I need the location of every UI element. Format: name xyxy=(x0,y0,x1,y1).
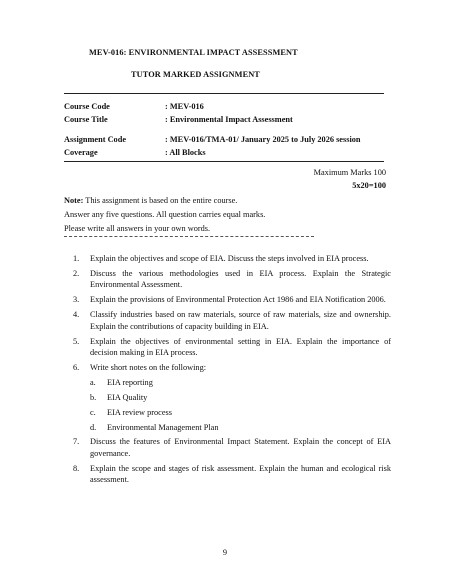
course-code-row xyxy=(64,102,394,114)
short-note-letter: a. xyxy=(90,377,96,387)
question-number: 8. xyxy=(73,463,80,473)
document-subtitle: TUTOR MARKED ASSIGNMENT xyxy=(131,70,260,79)
question-item xyxy=(73,362,391,374)
question-item xyxy=(73,253,391,265)
note-text: This assignment is based on the entire course. xyxy=(83,196,238,205)
question-text: Discuss the features of Environmental Impact Statement. Explain the concept of EIA governance. xyxy=(90,437,391,458)
question-item xyxy=(73,463,391,486)
question-number: 2. xyxy=(73,268,80,278)
short-note-text: EIA review process xyxy=(107,407,172,417)
instruction-line: Answer any five questions. All question carries equal marks. xyxy=(64,210,266,219)
maximum-marks: Maximum Marks 100 xyxy=(313,168,386,177)
question-number: 3. xyxy=(73,295,80,305)
question-item xyxy=(73,436,391,459)
question-text: Explain the objectives and scope of EIA. Discuss the steps involved in EIA process. xyxy=(90,254,369,263)
short-note-letter: b. xyxy=(90,392,97,402)
info-value: : Environmental Impact Assessment xyxy=(165,115,293,124)
short-note-text: EIA Quality xyxy=(107,392,148,402)
question-text: Explain the provisions of Environmental Protection Act 1986 and EIA Notification 2006. xyxy=(90,295,386,305)
short-note-item xyxy=(73,422,391,434)
question-item xyxy=(73,294,391,306)
info-label: Assignment Code xyxy=(64,135,126,144)
question-text: Write short notes on the following: xyxy=(90,362,207,372)
info-label: Course Title xyxy=(64,115,108,124)
question-item xyxy=(73,336,391,359)
question-text: Discuss the various methodologies used in EIA process. Explain the Strategic Environmental Assessment. xyxy=(90,268,391,290)
top-divider xyxy=(64,93,384,94)
question-number: 4. xyxy=(73,310,80,320)
info-value: : MEV-016 xyxy=(165,102,204,111)
question-number: 7. xyxy=(73,437,80,447)
short-note-letter: c. xyxy=(90,407,96,417)
short-note-text: EIA reporting xyxy=(107,377,153,387)
short-note-text: Environmental Management Plan xyxy=(107,422,219,432)
question-text: Explain the objectives of environmental setting in EIA. Explain the importance of decision making in EIA process. xyxy=(90,336,391,358)
info-value: : MEV-016/TMA-01/ January 2025 to July 2026 session xyxy=(165,135,361,144)
document-title: MEV-016: ENVIRONMENTAL IMPACT ASSESSMENT xyxy=(89,48,298,57)
short-note-item xyxy=(73,407,391,419)
dashed-separator xyxy=(64,236,314,237)
info-label: Course Code xyxy=(64,102,110,111)
coverage-row xyxy=(64,148,394,160)
page-number: 9 xyxy=(222,548,228,557)
question-number: 1. xyxy=(73,254,80,263)
info-divider xyxy=(64,161,384,162)
instruction-line: Please write all answers in your own words. xyxy=(64,224,211,233)
question-item xyxy=(73,309,391,332)
question-text: Explain the scope and stages of risk assessment. Explain the human and ecological risk assessment. xyxy=(90,463,391,485)
question-item xyxy=(73,268,391,291)
info-value: : All Blocks xyxy=(165,148,206,157)
course-title-row xyxy=(64,115,394,127)
info-label: Coverage xyxy=(64,148,98,157)
short-note-item xyxy=(73,392,391,404)
short-note-item xyxy=(73,377,391,389)
question-text: Classify industries based on raw materials, source of raw materials, size and ownership. Explain the contributions of capacity building in EIA. xyxy=(90,310,391,331)
marks-scheme: 5x20=100 xyxy=(352,181,386,190)
short-note-letter: d. xyxy=(90,422,97,432)
question-number: 5. xyxy=(73,336,80,346)
note-label: Note: xyxy=(64,196,84,205)
question-list xyxy=(73,253,391,489)
note-line xyxy=(64,196,237,205)
assignment-code-row xyxy=(64,135,394,147)
question-number: 6. xyxy=(73,362,80,372)
